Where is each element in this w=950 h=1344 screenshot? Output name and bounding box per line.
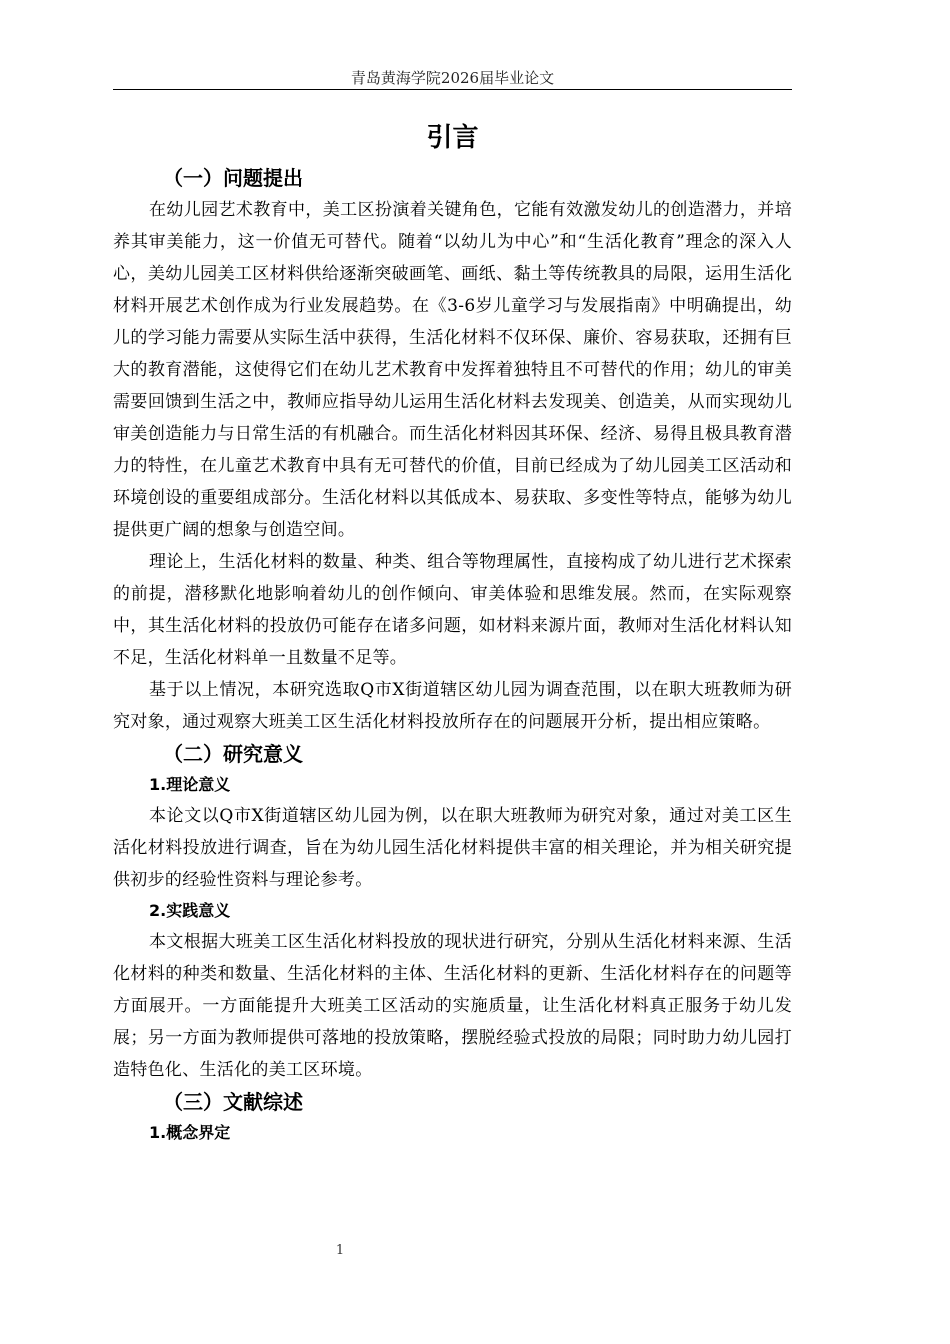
subsection-heading-theoretical: 1.理论意义	[149, 775, 231, 794]
page-title: 引言	[426, 123, 479, 153]
paragraph: 基于以上情况，本研究选取Q市X街道辖区幼儿园为调查范围，以在职大班教师为研究对象，通过观察大班美工区生活化材料投放所存在的问题展开分析，提出相应策略。	[113, 680, 792, 732]
running-header: 青岛黄海学院2026届毕业论文	[350, 69, 555, 87]
paragraph: 本文根据大班美工区生活化材料投放的现状进行研究，分别从生活化材料来源、生活化材料的种类和数量、生活化材料的主体、生活化材料的更新、生活化材料存在的问题等方面展开。一方面能提升大班美工区活动的实施质量，让生活化材料真正服务于幼儿发展；另一方面为教师提供可落地的投放策略，摆脱经验式投放的局限；同时助力幼儿园打造特色化、生活化的美工区环境。	[113, 932, 792, 1080]
paragraph: 本论文以Q市X街道辖区幼儿园为例，以在职大班教师为研究对象，通过对美工区生活化材料投放进行调查，旨在为幼儿园生活化材料提供丰富的相关理论，并为相关研究提供初步的经验性资料与理论参考。	[113, 806, 792, 890]
page-content	[113, 118, 792, 1148]
subsection-heading-definition: 1.概念界定	[149, 1123, 231, 1142]
subsection-heading-practical: 2.实践意义	[149, 901, 231, 920]
section-heading-literature: （三）文献综述	[163, 1090, 303, 1114]
page-number: 1	[335, 1243, 345, 1258]
paragraph: 在幼儿园艺术教育中，美工区扮演着关键角色，它能有效激发幼儿的创造潜力，并培养其审美能力，这一价值无可替代。随着“以幼儿为中心”和“生活化教育”理念的深入人心，美幼儿园美工区材料供给逐渐突破画笔、画纸、黏土等传统教具的局限，运用生活化材料开展艺术创作成为行业发展趋势。在《3-6岁儿童学习与发展指南》中明确提出，幼儿的学习能力需要从实际生活中获得，生活化材料不仅环保、廉价、容易获取，还拥有巨大的教育潜能，这使得它们在幼儿艺术教育中发挥着独特且不可替代的作用；幼儿的审美需要回馈到生活之中，教师应指导幼儿运用生活化材料去发现美、创造美，从而实现幼儿审美创造能力与日常生活的有机融合。而生活化材料因其环保、经济、易得且极具教育潜力的特性，在儿童艺术教育中具有无可替代的价值，目前已经成为了幼儿园美工区活动和环境创设的重要组成部分。生活化材料以其低成本、易获取、多变性等特点，能够为幼儿提供更广阔的想象与创造空间。	[113, 200, 792, 540]
header-rule	[113, 89, 792, 90]
section-heading-significance: （二）研究意义	[163, 742, 303, 766]
section-heading-problem: （一）问题提出	[163, 166, 303, 190]
paragraph: 理论上，生活化材料的数量、种类、组合等物理属性，直接构成了幼儿进行艺术探索的前提，潜移默化地影响着幼儿的创作倾向、审美体验和思维发展。然而，在实际观察中，其生活化材料的投放仍可能存在诸多问题，如材料来源片面，教师对生活化材料认知不足，生活化材料单一且数量不足等。	[113, 552, 792, 668]
